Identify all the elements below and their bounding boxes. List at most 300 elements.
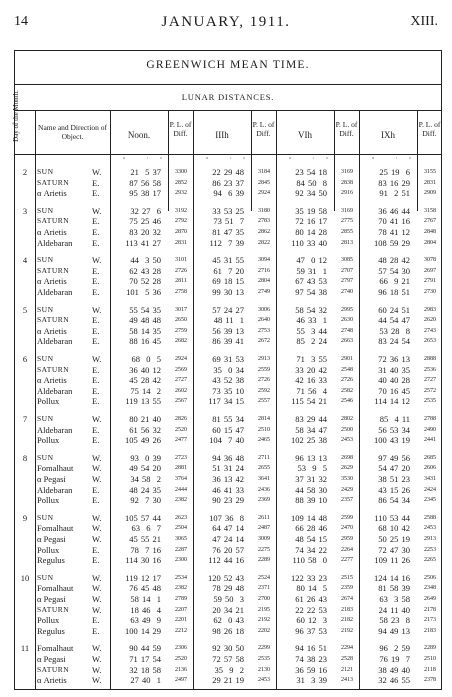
pl-diff-value: 2783 — [258, 218, 270, 225]
unit-mark: ° — [289, 157, 292, 163]
lunar-distance-value: 110 53 44 — [374, 512, 410, 523]
pl-diff-value: 2207 — [175, 606, 187, 613]
pl-diff-value: 3101 — [175, 257, 187, 264]
lunar-distance-value: 63 49 9 — [130, 615, 161, 626]
table-row — [15, 266, 441, 277]
pl-diff-value: 2606 — [424, 465, 436, 472]
pl-diff-value: 2201 — [175, 617, 187, 624]
object-direction: W. — [92, 594, 102, 604]
object-direction: W. — [92, 255, 102, 266]
pl-diff-value: 2901 — [341, 356, 353, 362]
lunar-distance-value: 109 14 48 — [291, 512, 327, 523]
lunar-distance-value: 22 22 53 — [295, 604, 327, 615]
object-name: SUN — [37, 304, 54, 314]
lunar-distance-value: 96 18 51 — [378, 287, 410, 297]
table-row — [15, 255, 441, 266]
lunar-distance-value: 36 40 12 — [129, 364, 161, 375]
lunar-distance-value: 122 33 23 — [291, 572, 327, 583]
pl-diff-value: 2306 — [175, 645, 187, 652]
pl-diff-value: 3641 — [258, 476, 270, 482]
pl-diff-value: 2723 — [175, 454, 187, 461]
lunar-distance-value: 36 13 42 — [212, 474, 244, 484]
lunar-distance-value: 87 56 58 — [129, 177, 161, 188]
lunar-distance-value: 24 11 40 — [378, 604, 410, 615]
object-name: Aldebaran — [37, 385, 73, 396]
object-direction: E. — [92, 325, 100, 336]
lunar-distance-value: 32 46 55 — [378, 675, 410, 686]
lunar-distance-value: 48 54 15 — [295, 534, 327, 544]
table-row — [15, 287, 441, 298]
pl-diff-value: 2753 — [258, 327, 270, 334]
table-row — [15, 643, 441, 654]
lunar-distance-value: 44 3 50 — [130, 255, 161, 266]
header-pl: P. L. of Diff. — [169, 120, 192, 138]
lunar-distance-value: 35 19 58 — [295, 205, 327, 216]
object-direction: W. — [92, 167, 102, 177]
lunar-distance-value: 58 34 47 — [295, 424, 327, 435]
lunar-distance-value: 60 15 47 — [212, 424, 244, 435]
pl-diff-value: 2881 — [175, 465, 187, 472]
object-direction: W. — [92, 354, 102, 364]
table-row — [15, 188, 441, 199]
pl-diff-value: 3085 — [341, 257, 353, 264]
pl-diff-value: 2789 — [175, 596, 187, 602]
lunar-distance-value: 110 33 40 — [291, 237, 327, 248]
lunar-distance-value: 97 54 38 — [295, 287, 327, 297]
unit-mark: ′ — [147, 157, 149, 163]
lunar-distance-value: 91 2 51 — [379, 188, 410, 199]
object-direction: W. — [92, 414, 102, 424]
lunar-distance-value: 117 34 15 — [208, 396, 244, 407]
lunar-distance-value: 83 29 44 — [295, 414, 327, 424]
pl-diff-value: 3530 — [341, 476, 353, 482]
pl-diff-value: 3078 — [424, 257, 436, 264]
pl-diff-value: 2862 — [258, 229, 270, 235]
pl-diff-value: 3300 — [175, 169, 187, 175]
pl-diff-value: 2730 — [424, 289, 436, 295]
lunar-distance-value: 60 24 51 — [378, 304, 410, 315]
object-name: α Arietis — [37, 227, 67, 237]
pl-diff-value: 2726 — [258, 377, 270, 384]
pl-diff-value: 3009 — [258, 536, 270, 542]
pl-diff-value: 2477 — [175, 437, 187, 444]
lunar-distance-value: 45 55 21 — [129, 534, 161, 544]
pl-diff-value: 2359 — [341, 585, 353, 592]
pl-diff-value: 2983 — [424, 306, 436, 313]
lunar-distance-value: 81 55 34 — [212, 414, 244, 424]
lunar-distance-value: 97 49 56 — [378, 452, 410, 463]
object-direction: W. — [92, 512, 102, 523]
pl-diff-value: 2275 — [258, 546, 270, 553]
pl-diff-value: 3158 — [424, 207, 436, 214]
pl-diff-value: 2727 — [175, 377, 187, 384]
pl-diff-value: 2289 — [424, 645, 436, 652]
pl-diff-value: 2548 — [341, 366, 353, 373]
object-direction: E. — [92, 615, 100, 626]
lunar-distance-value: 70 41 16 — [378, 216, 410, 227]
lunar-distance-value: 43 15 26 — [378, 484, 410, 495]
day-of-month: 6 — [22, 354, 28, 364]
object-direction: E. — [92, 276, 100, 287]
page-header — [14, 14, 438, 34]
header-pl: P. L. of Diff. — [335, 120, 358, 138]
lunar-distance-value: 18 46 4 — [130, 604, 161, 615]
lunar-distance-value: 93 0 39 — [130, 452, 161, 463]
pl-diff-value: 2814 — [258, 416, 270, 422]
object-direction: E. — [92, 385, 100, 396]
pl-diff-value: 2727 — [424, 377, 436, 384]
table-row — [15, 463, 441, 474]
object-direction: E. — [92, 555, 100, 566]
header-rule — [15, 154, 441, 155]
lunar-distance-value: 90 44 59 — [129, 643, 161, 654]
object-name: α Arietis — [37, 375, 67, 386]
pl-diff-value: 2572 — [424, 387, 436, 394]
table-row — [15, 396, 441, 407]
pl-diff-value: 2822 — [258, 239, 270, 246]
object-name: α Pegasi — [37, 534, 66, 544]
lunar-distance-value: 119 13 55 — [125, 396, 161, 407]
pl-diff-value: 2602 — [175, 387, 187, 394]
pl-diff-value: 2345 — [424, 497, 436, 504]
pl-diff-value: 2623 — [175, 514, 187, 521]
pl-diff-value: 3065 — [175, 536, 187, 542]
object-name: SATURN — [37, 604, 70, 614]
lunar-distance-value: 58 23 8 — [379, 615, 410, 626]
object-name: Pollux — [37, 495, 60, 506]
pl-diff-value: 2663 — [341, 338, 353, 345]
lunar-distance-value: 40 40 28 — [378, 375, 410, 386]
lunar-distance-value: 114 30 16 — [125, 555, 161, 566]
object-name: α Arietis — [37, 675, 67, 686]
lunar-distance-value: 56 39 13 — [212, 325, 244, 336]
header-object: Name and Direction of Object. — [38, 123, 107, 141]
pl-diff-value: 2441 — [424, 437, 436, 444]
object-name: Fomalhaut — [37, 643, 74, 654]
lunar-distance-value: 92 30 50 — [212, 643, 244, 654]
object-direction: W. — [92, 523, 102, 534]
lunar-distance-value: 57 54 30 — [378, 265, 410, 276]
object-direction: W. — [92, 572, 102, 583]
object-name: SUN — [37, 572, 54, 582]
lunar-distance-value: 96 2 59 — [379, 643, 410, 654]
lunar-distance-value: 60 12 3 — [296, 615, 327, 626]
object-name: SUN — [37, 512, 54, 522]
unit-mark: ″ — [160, 157, 163, 163]
lunar-distance-value: 69 31 53 — [212, 354, 244, 364]
object-direction: E. — [92, 177, 100, 188]
table-row — [15, 206, 441, 217]
lunar-distance-value: 69 18 15 — [212, 276, 244, 287]
lunar-distance-value: 119 12 17 — [125, 572, 161, 583]
pl-diff-value: 2672 — [258, 338, 270, 345]
pl-diff-value: 2685 — [424, 454, 436, 461]
lunar-distance-value: 67 43 53 — [295, 276, 327, 287]
table-row — [15, 227, 441, 238]
object-direction: W. — [92, 452, 102, 463]
lunar-distance-value: 21 5 37 — [130, 167, 161, 177]
lunar-distance-value: 36 46 44 — [378, 205, 410, 216]
lunar-distance-value: 90 23 29 — [212, 495, 244, 506]
pl-diff-value: 2831 — [175, 239, 187, 246]
pl-diff-value: 2536 — [424, 366, 436, 373]
object-name: Pollux — [37, 615, 60, 626]
pl-diff-value: 2848 — [424, 229, 436, 235]
object-name: SATURN — [37, 216, 70, 226]
table-row — [15, 178, 441, 189]
table-row — [15, 573, 441, 584]
pl-diff-value: 2510 — [424, 656, 436, 662]
header-pl: P. L. of Diff. — [418, 120, 441, 138]
pl-diff-value: 2300 — [175, 557, 187, 564]
pl-diff-value: 2429 — [341, 486, 353, 493]
pl-diff-value: 2791 — [424, 278, 436, 285]
lunar-distance-value: 92 34 50 — [295, 188, 327, 199]
lunar-distance-value: 81 47 35 — [212, 227, 244, 237]
pl-diff-value: 2740 — [341, 289, 353, 295]
pl-diff-value: 3169 — [341, 169, 353, 175]
lunar-distance-value: 62 43 28 — [129, 265, 161, 276]
lunar-distance-value: 83 20 32 — [129, 227, 161, 237]
table-row — [15, 365, 441, 376]
pl-diff-value: 2743 — [424, 327, 436, 334]
lunar-distance-value: 61 56 32 — [129, 424, 161, 435]
object-name: α Pegasi — [37, 474, 66, 484]
lunar-distance-value: 61 26 43 — [295, 594, 327, 604]
object-direction: E. — [92, 375, 100, 386]
pl-diff-value: 2599 — [341, 514, 353, 521]
pl-diff-value: 2611 — [258, 514, 270, 521]
lunar-distance-value: 83 24 54 — [378, 336, 410, 347]
table-row — [15, 315, 441, 326]
object-name: α Pegasi — [37, 654, 66, 664]
pl-diff-value: 2192 — [258, 617, 270, 624]
lunar-distance-value: 71 56 4 — [296, 385, 327, 396]
table-row — [15, 336, 441, 347]
pl-diff-value: 2682 — [175, 338, 187, 345]
lunar-distance-value: 101 5 36 — [126, 287, 161, 297]
pl-diff-value: 2510 — [258, 426, 270, 433]
pl-diff-value: 2804 — [424, 239, 436, 246]
pl-diff-value: 2546 — [341, 398, 353, 405]
table-row — [15, 626, 441, 637]
pl-diff-value: 2640 — [258, 317, 270, 324]
lunar-distance-value: 46 41 33 — [212, 484, 244, 495]
lunar-distance-value: 55 3 44 — [296, 325, 327, 336]
lunar-distance-value: 63 3 58 — [379, 594, 410, 604]
lunar-distance-value: 29 21 19 — [212, 675, 244, 686]
pl-diff-value: 2520 — [175, 656, 187, 662]
lunar-distance-value: 31 40 35 — [378, 364, 410, 375]
pl-diff-value: 2813 — [341, 239, 353, 246]
pl-diff-value: 2528 — [341, 656, 353, 662]
object-direction: E. — [92, 435, 100, 446]
pl-diff-value: 2192 — [341, 627, 353, 634]
object-direction: W. — [92, 463, 102, 474]
pl-diff-value: 2630 — [341, 317, 353, 324]
table-row — [15, 238, 441, 249]
pl-diff-value: 2855 — [341, 229, 353, 235]
lunar-distance-value: 94 36 48 — [212, 452, 244, 463]
table-row — [15, 485, 441, 496]
lunar-distance-value: 96 37 53 — [295, 625, 327, 636]
object-direction: E. — [92, 625, 100, 636]
unit-mark: ″ — [326, 157, 329, 163]
pl-diff-value: 2870 — [175, 229, 187, 235]
lunar-distance-value: 55 54 35 — [129, 304, 161, 315]
lunar-distance-value: 72 36 13 — [378, 354, 410, 364]
section-title: LUNAR DISTANCES. — [181, 92, 275, 102]
lunar-distance-value: 72 16 17 — [295, 216, 327, 227]
lunar-distance-value: 66 28 46 — [295, 523, 327, 534]
pl-diff-value: 2653 — [424, 338, 436, 345]
lunar-distance-value: 78 29 48 — [212, 583, 244, 594]
object-direction: E. — [92, 265, 100, 276]
day-of-month: 10 — [20, 572, 30, 583]
lunar-distance-value: 105 49 26 — [125, 435, 161, 446]
lunar-distance-value: 31 3 39 — [296, 675, 327, 686]
pl-diff-value: 2588 — [424, 514, 436, 521]
object-name: Pollux — [37, 396, 60, 407]
lunar-distance-value: 86 54 34 — [378, 495, 410, 506]
object-name: Fomalhaut — [37, 583, 74, 594]
lunar-distance-value: 38 49 40 — [378, 664, 410, 675]
pl-diff-value: 2413 — [341, 677, 353, 684]
table-row — [15, 523, 441, 534]
table-row — [15, 675, 441, 686]
object-name: SUN — [37, 452, 54, 462]
pl-diff-value: 2212 — [175, 627, 187, 634]
lunar-distance-value: 94 6 39 — [213, 188, 244, 199]
pl-diff-value: 2748 — [341, 327, 353, 334]
lunar-distance-value: 70 16 45 — [378, 385, 410, 396]
pl-diff-value: 2515 — [341, 574, 353, 581]
lunar-distance-value: 98 26 18 — [212, 625, 244, 636]
pl-diff-value: 2916 — [341, 190, 353, 197]
lunar-distance-value: 44 54 47 — [378, 315, 410, 326]
pl-diff-value: 2490 — [424, 426, 436, 433]
lunar-distance-value: 46 33 1 — [296, 315, 327, 326]
pl-diff-value: 2382 — [175, 497, 187, 504]
lunar-distance-value: 70 52 28 — [129, 276, 161, 287]
day-of-month: 2 — [22, 167, 28, 177]
object-direction: E. — [92, 495, 100, 506]
lunar-distance-value: 109 11 26 — [374, 555, 410, 566]
lunar-distance-value: 71 17 54 — [129, 654, 161, 664]
lunar-distance-value: 86 39 41 — [212, 336, 244, 347]
object-name: SUN — [37, 255, 54, 265]
lunar-distance-value: 73 51 7 — [213, 216, 244, 227]
pl-diff-value: 3006 — [258, 306, 270, 313]
pl-diff-value: 3431 — [424, 476, 436, 482]
page-month-title: JANUARY, 1911. — [161, 14, 291, 30]
object-direction: W. — [92, 654, 102, 664]
object-direction: W. — [92, 604, 102, 615]
pl-diff-value: 2202 — [258, 627, 270, 634]
pl-diff-value: 2569 — [175, 366, 187, 373]
lunar-distance-value: 78 7 16 — [130, 544, 161, 555]
table-row — [15, 534, 441, 545]
pl-diff-value: 2369 — [258, 497, 270, 504]
lunar-distance-value: 53 9 5 — [297, 463, 327, 474]
pl-diff-value: 2797 — [341, 278, 353, 285]
table-row — [15, 386, 441, 397]
table-row — [15, 665, 441, 676]
lunar-distance-value: 25 19 6 — [379, 167, 410, 177]
object-direction: E. — [92, 227, 100, 237]
object-direction: W. — [92, 534, 102, 544]
pl-diff-value: 2487 — [258, 525, 270, 532]
table-row — [15, 216, 441, 227]
pl-diff-value: 2838 — [341, 179, 353, 186]
pl-diff-value: 2195 — [258, 606, 270, 613]
pl-diff-value: 2453 — [424, 525, 436, 532]
lunar-distance-value: 75 25 46 — [129, 216, 161, 227]
object-direction: E. — [92, 544, 100, 555]
lunar-distance-value: 59 50 3 — [213, 594, 244, 604]
lunar-distance-value: 115 54 21 — [291, 396, 327, 407]
section-rule — [15, 110, 441, 111]
unit-mark: ′ — [313, 157, 315, 163]
lunar-distance-value: 56 53 34 — [378, 424, 410, 435]
lunar-distance-value: 63 6 7 — [131, 523, 161, 534]
lunar-distance-value: 64 47 14 — [212, 523, 244, 534]
pl-diff-value: 2559 — [258, 366, 270, 373]
lunar-distance-value: 54 47 20 — [378, 463, 410, 474]
object-direction: W. — [92, 583, 102, 594]
lunar-distance-value: 68 0 5 — [131, 354, 161, 364]
lunar-distance-value: 32 18 58 — [129, 664, 161, 675]
lunar-distance-value: 51 31 24 — [212, 463, 244, 474]
day-of-month: 4 — [22, 255, 28, 266]
object-direction: E. — [92, 188, 100, 199]
object-direction: W. — [92, 205, 102, 216]
pl-diff-value: 2804 — [258, 278, 270, 285]
table-row — [15, 605, 441, 616]
lunar-distance-value: 84 50 8 — [296, 177, 327, 188]
object-name: α Arietis — [37, 188, 67, 199]
lunar-distance-value: 102 25 38 — [291, 435, 327, 446]
lunar-distance-value: 58 14 1 — [130, 594, 161, 604]
object-name: Aldebaran — [37, 424, 73, 435]
lunar-distance-value: 43 52 38 — [212, 375, 244, 386]
pl-diff-value: 2524 — [258, 574, 270, 581]
pl-diff-value: 2726 — [341, 377, 353, 384]
lunar-distance-value: 35 9 2 — [214, 664, 244, 675]
lunar-distance-value: 22 29 48 — [212, 167, 244, 177]
pl-diff-value: 3155 — [424, 169, 436, 175]
lunar-distance-value: 78 41 12 — [378, 227, 410, 237]
lunar-distance-value: 36 59 16 — [295, 664, 327, 675]
header-day: Day of the Month. — [12, 90, 20, 142]
pl-diff-value: 2470 — [341, 525, 353, 532]
lunar-distance-value: 76 19 7 — [379, 654, 410, 664]
object-direction: E. — [92, 336, 100, 347]
lunar-distance-value: 33 53 25 — [212, 205, 244, 216]
lunar-distance-value: 85 2 24 — [296, 336, 327, 347]
object-direction: E. — [92, 396, 100, 407]
table-row — [15, 435, 441, 446]
object-name: α Arietis — [37, 325, 67, 336]
lunar-distance-value: 81 58 39 — [378, 583, 410, 594]
pl-diff-value: 2294 — [341, 645, 353, 652]
table-row — [15, 276, 441, 287]
lunar-distance-value: 27 40 1 — [130, 675, 161, 686]
pl-diff-value: 3169 — [341, 207, 353, 214]
object-name: SUN — [37, 414, 54, 423]
pl-diff-value: 2506 — [424, 574, 436, 581]
lunar-distance-value: 100 14 29 — [125, 625, 161, 636]
